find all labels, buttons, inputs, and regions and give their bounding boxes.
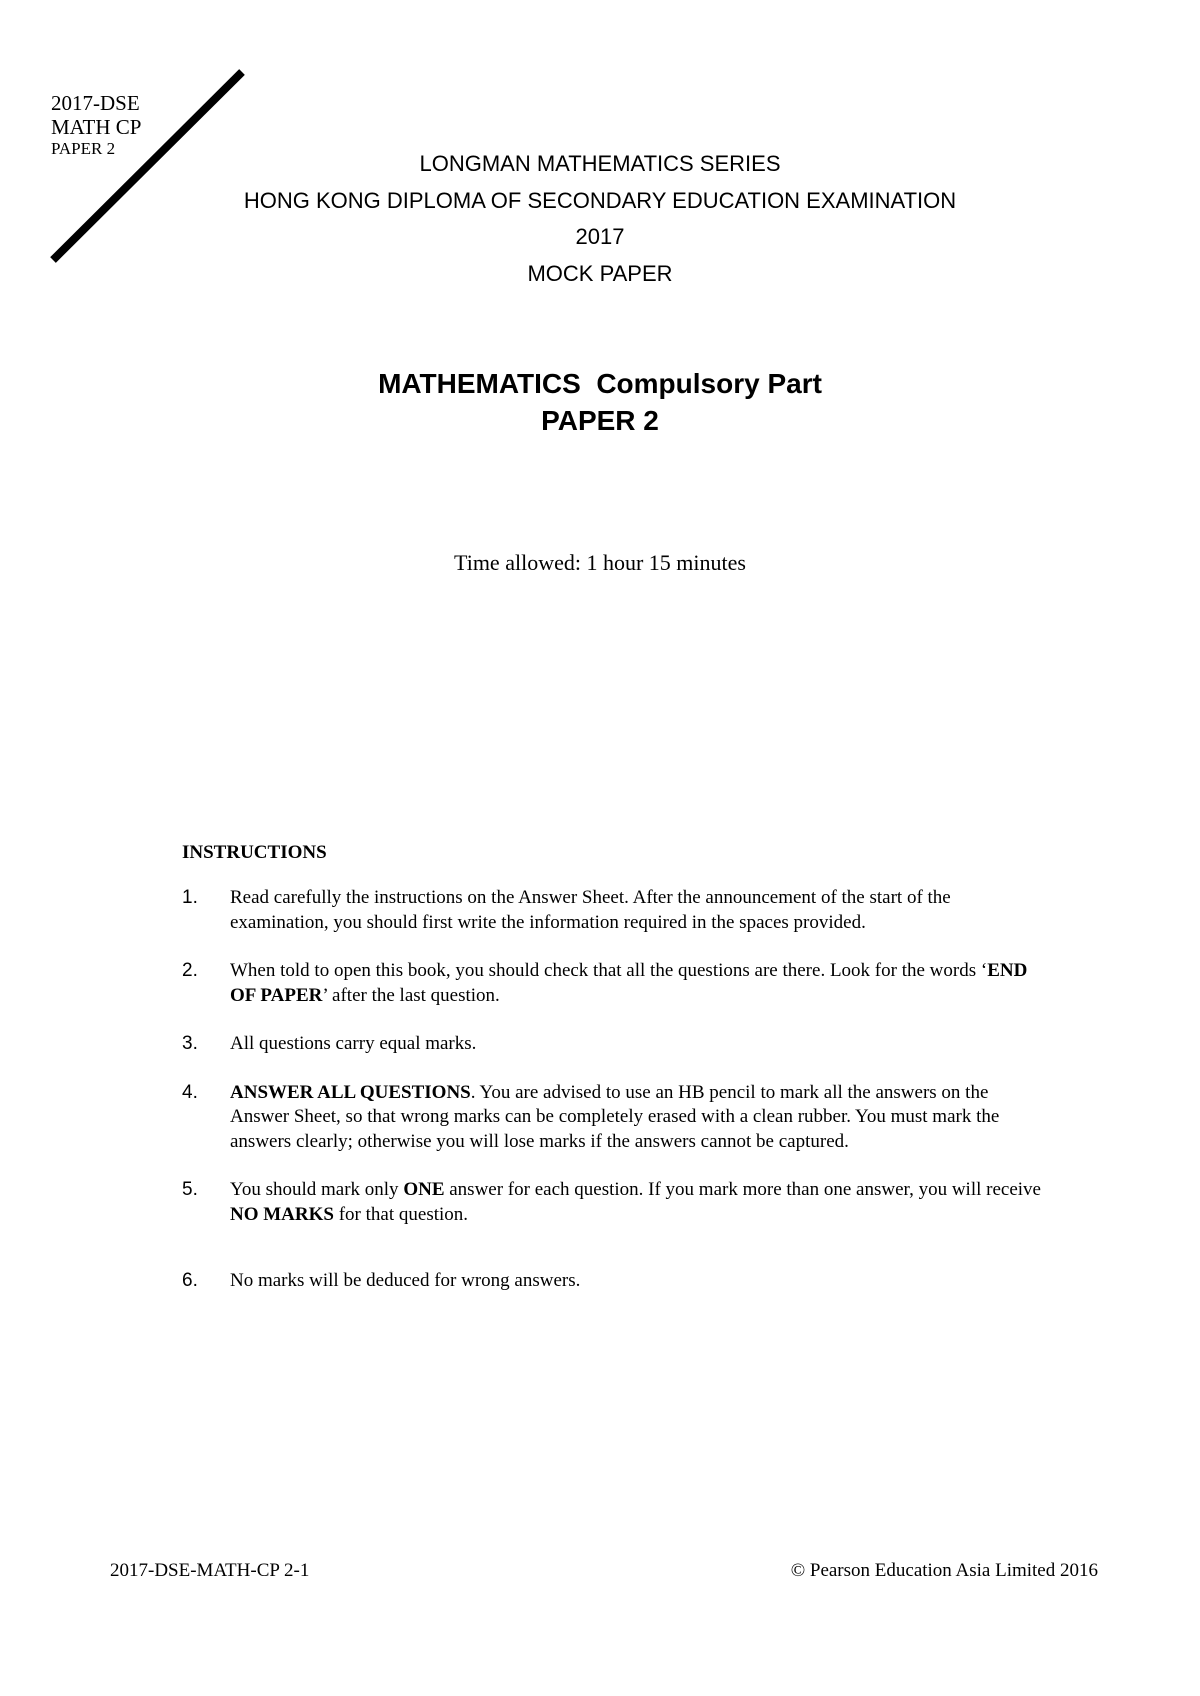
instruction-number: 4. — [182, 1081, 198, 1103]
instruction-text-bold: END OF PAPER — [230, 960, 1028, 1006]
paper-title — [0, 365, 1200, 439]
instruction-text: All questions carry equal marks. — [230, 1033, 477, 1054]
instructions-section — [182, 842, 1042, 1318]
exam-year: 2017 — [575, 224, 625, 249]
instruction-text-bold: ONE — [403, 1179, 445, 1200]
instruction-number: 6. — [182, 1270, 198, 1291]
instructions-heading: INSTRUCTIONS — [182, 842, 327, 863]
instruction-text-bold: NO MARKS — [230, 1203, 334, 1225]
instruction-text-post: . You are advised to use an HB pencil to mark all the answers on the Answer Sheet, so that wrong marks can be completely erased with a clean rubber. You must mark the answers clearly; otherwise you will lose marks if the answers cannot be captured. — [230, 1081, 1000, 1152]
instruction-text: Read carefully the instructions on the Answer Sheet. After the announcement of the start of the examination, you should first write the information required in the spaces provided. — [230, 887, 951, 933]
paper-number: PAPER 2 — [541, 405, 659, 436]
instruction-item — [182, 1081, 1042, 1155]
instruction-text-post: for that question. — [333, 1203, 469, 1225]
corner-label-line2: MATH CP — [51, 114, 142, 139]
instruction-number: 2. — [182, 960, 198, 981]
instruction-text-mid: answer for each question. If you mark more than one answer, you will receive — [444, 1179, 1041, 1200]
corner-label-line1: 2017-DSE — [51, 91, 140, 115]
instruction-number: 3. — [182, 1033, 198, 1054]
paper-type: MOCK PAPER — [527, 260, 673, 286]
subject-title: MATHEMATICS Compulsory Part — [378, 368, 822, 399]
instruction-text-bold: ANSWER ALL QUESTIONS — [230, 1081, 471, 1103]
page-code: 2017-DSE-MATH-CP 2-1 — [110, 1560, 310, 1581]
series-name: LONGMAN MATHEMATICS SERIES — [419, 151, 781, 176]
instruction-text: No marks will be deduced for wrong answers. — [230, 1270, 581, 1291]
exam-name: HONG KONG DIPLOMA OF SECONDARY EDUCATION EXAMINATION — [243, 187, 957, 213]
instruction-text-pre: When told to open this book, you should check that all the questions are there. Look for the words ‘ — [230, 960, 988, 981]
instruction-item — [182, 1178, 1042, 1227]
instruction-item — [182, 1032, 1042, 1057]
copyright-notice: © Pearson Education Asia Limited 2016 — [790, 1560, 1098, 1581]
instruction-number: 1. — [182, 887, 198, 908]
instruction-item — [182, 959, 1042, 1008]
instruction-text-post: ’ after the last question. — [322, 984, 500, 1006]
instruction-item — [182, 1269, 1042, 1294]
series-header — [0, 146, 1200, 292]
time-allowed: Time allowed: 1 hour 15 minutes — [454, 550, 746, 575]
instruction-item — [182, 886, 1042, 935]
instruction-number: 5. — [182, 1179, 198, 1200]
instruction-text-pre: You should mark only — [230, 1179, 404, 1200]
corner-label-line3: PAPER 2 — [51, 139, 116, 159]
